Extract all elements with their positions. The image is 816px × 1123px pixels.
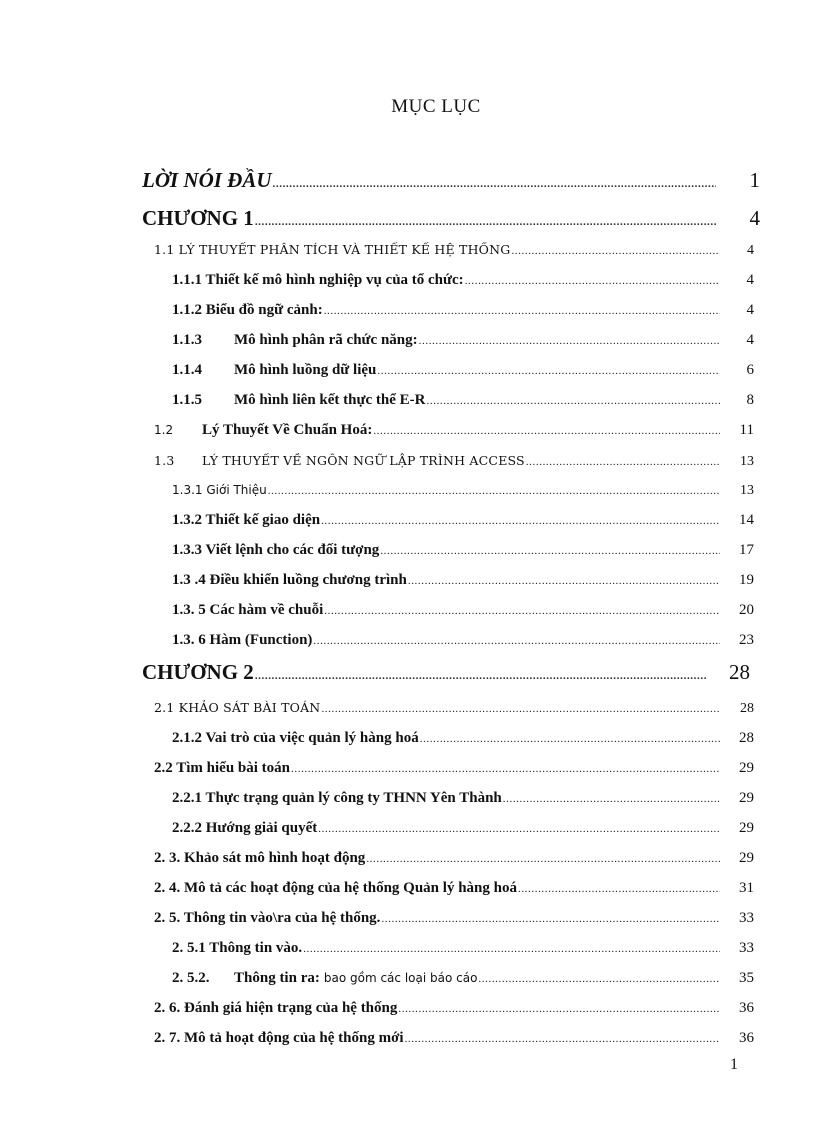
dot-leader xyxy=(420,733,720,745)
dot-leader xyxy=(268,485,720,497)
toc-entry-page: 29 xyxy=(739,760,754,776)
toc-entry-page: 20 xyxy=(739,602,754,618)
dot-leader xyxy=(419,335,720,347)
toc-entry-2-5[interactable] xyxy=(154,910,754,927)
toc-entry-page: 6 xyxy=(746,362,754,378)
toc-entry-2-7[interactable] xyxy=(154,1030,754,1047)
toc-entry-number: 2. 5.2. xyxy=(172,970,210,986)
toc-entry-page: 29 xyxy=(739,850,754,866)
toc-entry-label: 2.1.2 Vai trò của việc quản lý hàng hoá xyxy=(172,730,419,746)
toc-entry-page: 28 xyxy=(740,701,754,716)
toc-entry-label: LÝ THUYẾT VỀ NGÔN NGỮ LẬP TRÌNH ACCESS xyxy=(202,453,525,468)
toc-entry-label: 2. 5. Thông tin vào\ra của hệ thống. xyxy=(154,910,381,926)
toc-entry-chapter-2[interactable] xyxy=(142,660,750,685)
toc-entry-label: 1.3 .4 Điều khiển luồng chương trình xyxy=(172,572,407,588)
toc-entry-label: 2.1 KHẢO SÁT BÀI TOÁN xyxy=(154,700,321,715)
dot-leader xyxy=(321,515,720,527)
dot-leader xyxy=(313,635,720,647)
toc-entry-2-2-2[interactable] xyxy=(172,820,754,837)
toc-entry-label: 1.3.1 Giới Thiệu xyxy=(172,483,267,497)
toc-entry-page: 17 xyxy=(739,542,754,558)
toc-entry-number: 1.1.4 xyxy=(172,362,202,378)
dot-leader xyxy=(398,1003,720,1015)
toc-entry-1-3-3[interactable] xyxy=(172,542,754,559)
dot-leader xyxy=(405,1033,720,1045)
dot-leader xyxy=(408,575,720,587)
toc-entry-label: 2.2.2 Hướng giải quyết xyxy=(172,820,318,836)
dot-leader xyxy=(381,913,720,925)
dot-leader xyxy=(303,943,720,955)
toc-entry-page: 8 xyxy=(746,392,754,408)
toc-entry-2-5-1[interactable] xyxy=(172,940,754,957)
toc-entry-label: LỜI NÓI ĐẦU xyxy=(142,168,272,192)
toc-entry-1-3-1[interactable] xyxy=(172,483,754,499)
toc-entry-1-2[interactable] xyxy=(154,422,754,439)
toc-entry-1-3-4[interactable] xyxy=(172,572,754,589)
toc-entry-2-6[interactable] xyxy=(154,1000,754,1017)
toc-entry-label: Mô hình liên kết thực thể E-R xyxy=(234,392,426,408)
toc-entry-number: 1.1.3 xyxy=(172,332,202,348)
toc-entry-preface[interactable] xyxy=(142,168,760,193)
toc-entry-label: 1.1.1 Thiết kế mô hình nghiệp vụ của tổ chức: xyxy=(172,272,464,288)
toc-entry-1-3-6[interactable] xyxy=(172,632,754,649)
toc-entry-page: 36 xyxy=(739,1000,754,1016)
toc-entry-page: 33 xyxy=(739,910,754,926)
toc-entry-1-1-5[interactable] xyxy=(172,392,754,409)
toc-entry-number: 1.3 xyxy=(154,453,175,468)
toc-entry-page: 23 xyxy=(739,632,754,648)
toc-entry-label: 1.3.3 Viết lệnh cho các đối tượng xyxy=(172,542,380,558)
toc-entry-label: Thông tin ra: xyxy=(234,970,320,986)
toc-entry-label: Lý Thuyết Về Chuẩn Hoá: xyxy=(202,422,373,438)
dot-leader xyxy=(366,853,720,865)
dot-leader xyxy=(380,545,720,557)
toc-entry-2-3[interactable] xyxy=(154,850,754,867)
toc-entry-1-1-4[interactable] xyxy=(172,362,754,379)
dot-leader xyxy=(465,275,720,287)
toc-entry-page: 4 xyxy=(746,302,754,318)
dot-leader xyxy=(324,305,720,317)
toc-entry-label: 2.2 Tìm hiểu bài toán xyxy=(154,760,291,776)
dot-leader xyxy=(373,425,720,437)
dot-leader xyxy=(255,670,706,682)
toc-entry-label: 2. 3. Khảo sát mô hình hoạt động xyxy=(154,850,366,866)
toc-entry-1-3[interactable] xyxy=(154,453,754,470)
dot-leader xyxy=(511,245,720,257)
toc-entry-label: CHƯƠNG 2 xyxy=(142,660,254,684)
toc-entry-2-1-2[interactable] xyxy=(172,730,754,747)
dot-leader xyxy=(503,793,720,805)
toc-entry-2-2[interactable] xyxy=(154,760,754,777)
toc-entry-extra: bao gồm các loại báo cáo xyxy=(323,971,478,985)
toc-entry-2-5-2[interactable] xyxy=(172,970,754,987)
toc-title: MỤC LỤC xyxy=(391,96,481,117)
toc-entry-page: 28 xyxy=(739,730,754,746)
toc-entry-label: 2. 4. Mô tả các hoạt động của hệ thống Quản lý hàng hoá xyxy=(154,880,517,896)
page-number: 1 xyxy=(730,1056,738,1073)
toc-entry-page: 1 xyxy=(749,168,760,192)
dot-leader xyxy=(324,605,720,617)
dot-leader xyxy=(255,216,716,228)
toc-entry-label: Mô hình luồng dữ liệu xyxy=(234,362,377,378)
dot-leader xyxy=(273,178,716,190)
toc-entry-label: 1.1 LÝ THUYẾT PHÂN TÍCH VÀ THIẾT KẾ HỆ THỐNG xyxy=(154,242,511,257)
toc-entry-1-1-2[interactable] xyxy=(172,302,754,319)
toc-entry-page: 29 xyxy=(739,820,754,836)
toc-entry-1-1[interactable] xyxy=(154,242,754,259)
toc-entry-page: 4 xyxy=(749,206,760,230)
toc-entry-label: 2.2.1 Thực trạng quản lý công ty THNN Yên Thành xyxy=(172,790,502,806)
toc-entry-number: 1.2 xyxy=(154,423,174,437)
toc-entry-label: CHƯƠNG 1 xyxy=(142,206,254,230)
toc-entry-page: 35 xyxy=(739,970,754,986)
toc-entry-label: Mô hình phân rã chức năng: xyxy=(234,332,418,348)
toc-entry-page: 4 xyxy=(746,272,754,288)
toc-entry-page: 4 xyxy=(747,243,754,258)
dot-leader xyxy=(291,763,720,775)
toc-entry-page: 31 xyxy=(739,880,754,896)
toc-entry-page: 33 xyxy=(739,940,754,956)
toc-entry-page: 13 xyxy=(740,454,754,469)
toc-entry-label: 1.3.2 Thiết kế giao diện xyxy=(172,512,321,528)
toc-entry-1-3-2[interactable] xyxy=(172,512,754,529)
toc-entry-label: 1.3. 6 Hàm (Function) xyxy=(172,632,313,648)
toc-entry-label: 1.3. 5 Các hàm về chuỗi xyxy=(172,602,324,618)
toc-entry-label: 2. 7. Mô tả hoạt động của hệ thống mới xyxy=(154,1030,404,1046)
dot-leader xyxy=(518,883,720,895)
toc-entry-page: 11 xyxy=(739,422,754,438)
toc-entry-label: 2. 5.1 Thông tin vào. xyxy=(172,940,303,956)
toc-entry-page: 4 xyxy=(746,332,754,348)
toc-entry-2-1[interactable] xyxy=(154,700,754,717)
dot-leader xyxy=(377,365,720,377)
toc-entry-1-3-5[interactable] xyxy=(172,602,754,619)
toc-entry-page: 19 xyxy=(739,572,754,588)
toc-entry-2-4[interactable] xyxy=(154,880,754,897)
toc-entry-label: 2. 6. Đánh giá hiện trạng của hệ thống xyxy=(154,1000,398,1016)
toc-entry-page: 36 xyxy=(739,1030,754,1046)
toc-entry-number: 1.1.5 xyxy=(172,392,202,408)
toc-entry-1-1-3[interactable] xyxy=(172,332,754,349)
dot-leader xyxy=(478,973,720,985)
toc-entry-page: 13 xyxy=(740,483,754,498)
dot-leader xyxy=(526,456,720,468)
toc-entry-1-1-1[interactable] xyxy=(172,272,754,289)
toc-entry-page: 29 xyxy=(739,790,754,806)
toc-entry-page: 28 xyxy=(729,660,750,684)
dot-leader xyxy=(321,703,720,715)
toc-entry-label: 1.1.2 Biểu đồ ngữ cảnh: xyxy=(172,302,323,318)
toc-entry-2-2-1[interactable] xyxy=(172,790,754,807)
toc-entry-chapter-1[interactable] xyxy=(142,206,760,231)
dot-leader xyxy=(318,823,720,835)
dot-leader xyxy=(427,395,720,407)
toc-entry-page: 14 xyxy=(739,512,754,528)
